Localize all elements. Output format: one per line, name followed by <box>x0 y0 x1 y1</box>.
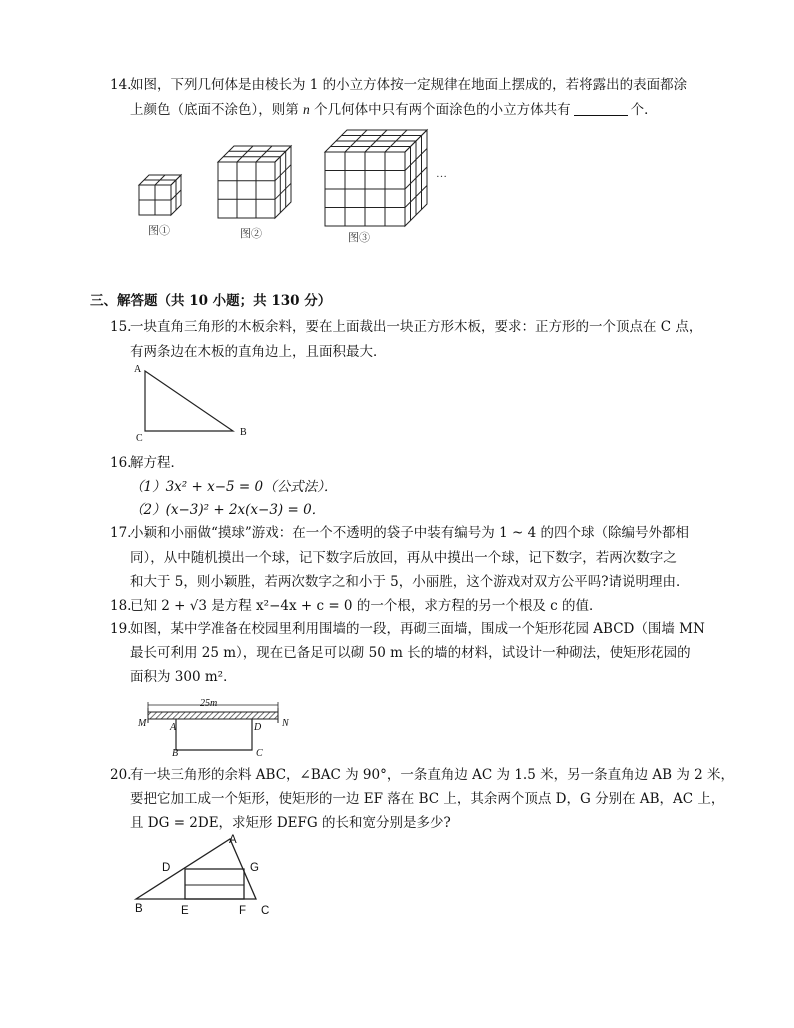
q14-line1: 如图，下列几何体是由棱长为 1 的小立方体按一定规律在地面上摆成的，若将露出的表面都涂 <box>130 77 688 93</box>
q19-label-N: N <box>282 718 289 729</box>
q14-line2 <box>130 97 658 123</box>
q19-label-D: D <box>254 722 262 733</box>
q14-var-n: n <box>303 102 310 117</box>
q15-line1: 一块直角三角形的木板余料，要在上面裁出一块正方形木板，要求：正方形的一个顶点在 C 点， <box>130 319 703 335</box>
q20-number: 20. <box>110 767 132 783</box>
q20-label-E: E <box>181 905 189 917</box>
q20-label-D: D <box>162 862 171 874</box>
q20-label-B: B <box>135 903 143 915</box>
q20-line3: 且 DG = 2DE，求矩形 DEFG 的长和宽分别是多少? <box>130 815 451 831</box>
q14-number: 14. <box>110 77 132 93</box>
fig-label-1: 图① <box>148 225 170 237</box>
q17-line2: 同），从中随机摸出一个球，记下数字后放回，再从中摸出一个球，记下数字，若两次数字之 <box>130 550 677 566</box>
q18-number: 18. <box>110 598 132 614</box>
q19-label-M: M <box>138 718 147 729</box>
q20-label-G: G <box>250 862 259 874</box>
q16-title: 解方程． <box>130 455 184 471</box>
q19-label-B: B <box>172 748 179 759</box>
q19-line2: 最长可利用 25 m），现在已备足可以砌 50 m 长的墙的材料，试设计一种砌法，使矩形花园的 <box>130 645 691 661</box>
answer-blank <box>574 101 628 116</box>
q16-item1: （1）3x² + x−5 = 0（公式法）． <box>130 479 338 495</box>
fig-label-3: 图③ <box>348 232 370 244</box>
q19-length-label: 25m <box>200 698 218 709</box>
section-title: 三、解答题（共 10 小题；共 130 分） <box>90 293 332 309</box>
q15-label-B: B <box>240 427 247 438</box>
q19-label-C: C <box>256 748 263 759</box>
q16-number: 16. <box>110 455 132 471</box>
q19-line3: 面积为 300 m²． <box>130 669 237 685</box>
q16-item2: （2）(x−3)² + 2x(x−3) = 0． <box>130 502 326 518</box>
q14-line2-part2: 个几何体中只有两个面涂色的小立方体共有 <box>309 102 571 118</box>
q17-line3: 和大于 5，则小颖胜，若两次数字之和小于 5，小丽胜，这个游戏对双方公平吗?请说明理由． <box>130 574 690 590</box>
q17-number: 17. <box>110 525 132 541</box>
q19-number: 19. <box>110 621 132 637</box>
q18-text: 已知 2 + √3 是方程 x²−4x + c = 0 的一个根，求方程的另一个根及 c 的值． <box>130 598 603 614</box>
q15-label-C: C <box>136 433 143 444</box>
garden-wall-figure <box>140 700 290 760</box>
q15-number: 15. <box>110 319 132 335</box>
q15-label-A: A <box>134 364 142 375</box>
q19-label-A: A <box>170 722 177 733</box>
q20-line2: 要把它加工成一个矩形，使矩形的一边 EF 落在 BC 上，其余两个顶点 D，G 分别在 AB，AC 上， <box>130 791 725 807</box>
fig-label-2: 图② <box>240 228 262 240</box>
q19-line1: 如图，某中学准备在校园里利用围墙的一段，再砌三面墙，围成一个矩形花园 ABCD（围墙 MN <box>130 621 705 637</box>
q17-line1: 小颖和小丽做“摸球”游戏：在一个不透明的袋子中装有编号为 1 ~ 4 的四个球（除编号外都相 <box>130 525 689 541</box>
cube-figure-1 <box>139 175 189 220</box>
cube-figure-2 <box>218 146 298 222</box>
q14-line2-part3: 个． <box>630 102 658 118</box>
q20-label-A: A <box>229 834 237 846</box>
q15-line2: 有两条边在木板的直角边上，且面积最大． <box>130 344 387 360</box>
right-triangle-figure <box>140 368 240 438</box>
q20-label-C: C <box>261 905 270 917</box>
ellipsis: … <box>436 168 447 180</box>
q20-label-F: F <box>239 905 247 917</box>
q14-line2-part1: 上颜色（底面不涂色），则第 <box>130 102 304 118</box>
q20-line1: 有一块三角形的余料 ABC，∠BAC 为 90°，一条直角边 AC 为 1.5 米，另一条直角边 AB 为 2 米， <box>130 767 734 783</box>
cube-figure-3 <box>325 130 430 228</box>
triangle-rectangle-figure <box>130 835 280 915</box>
